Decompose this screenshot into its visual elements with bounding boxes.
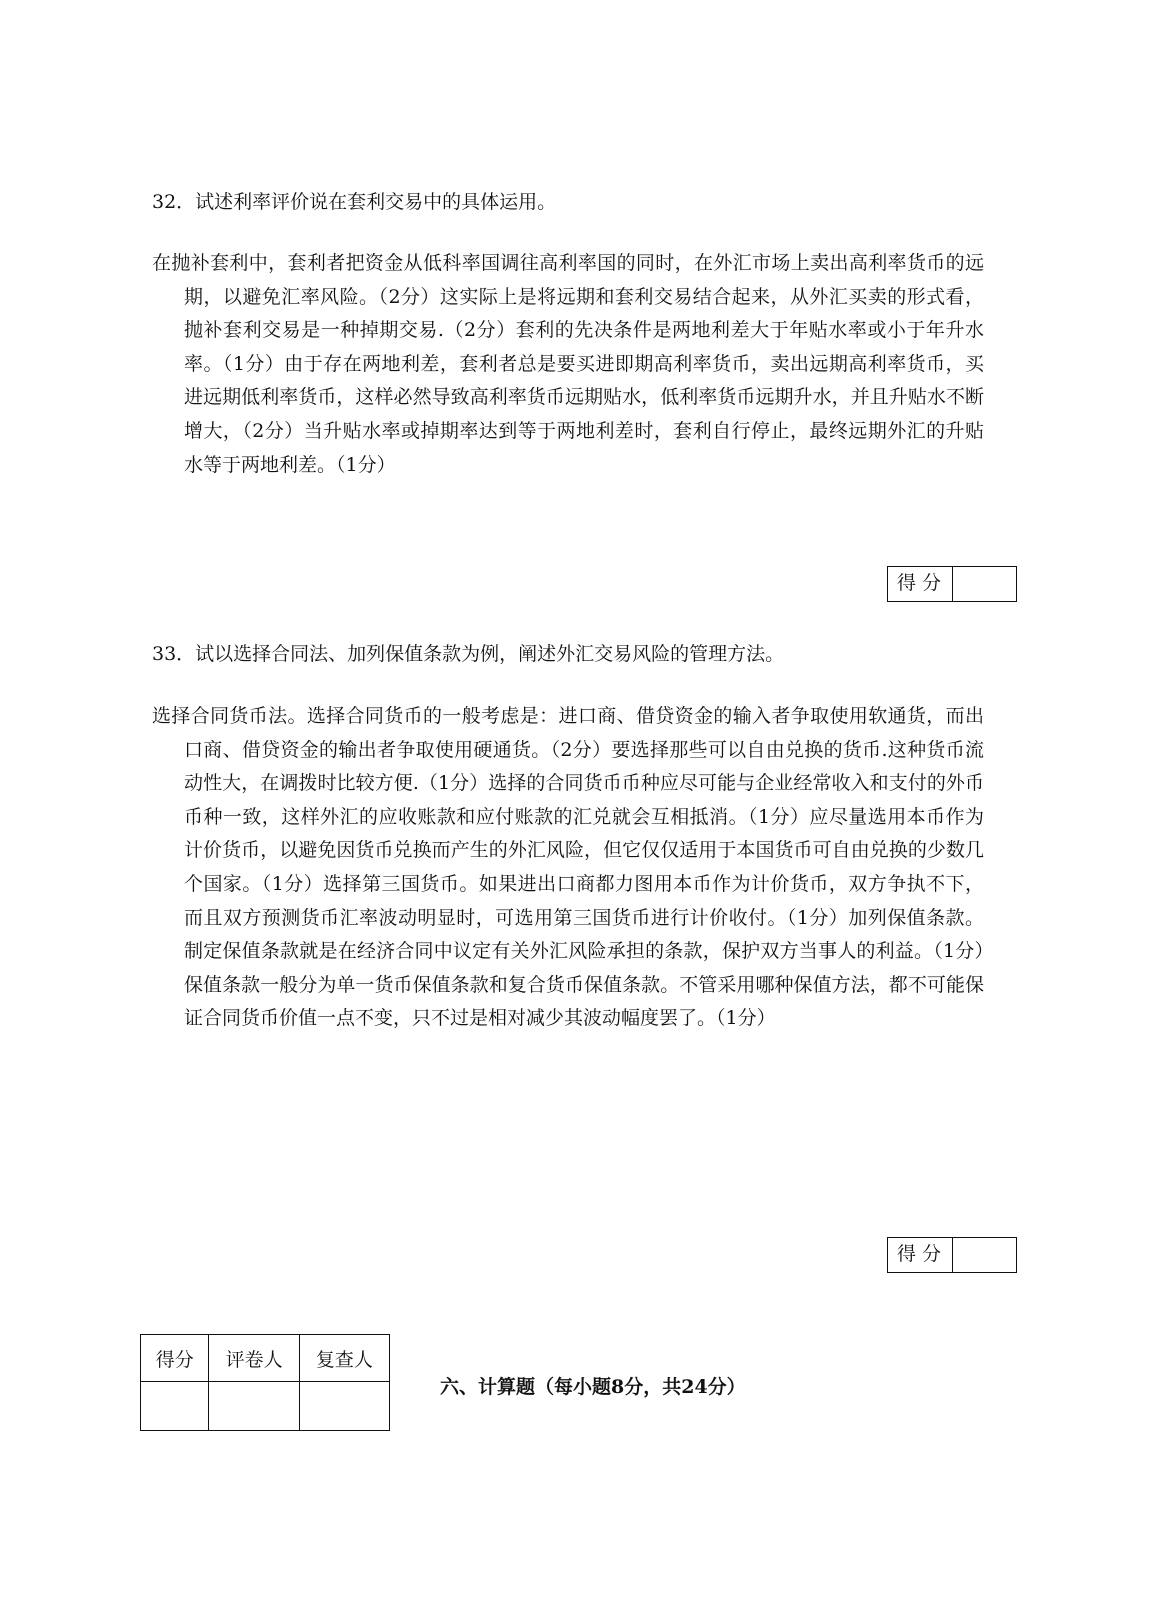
header-grader: 评卷人 — [209, 1335, 299, 1382]
score-label: 得分 — [888, 567, 953, 601]
section-6-heading: 六、计算题（每小题8分，共24分） — [440, 1376, 746, 1398]
grader-table — [140, 1334, 390, 1431]
score-value-field[interactable] — [953, 1238, 1016, 1272]
score-label: 得分 — [888, 1238, 953, 1272]
score-cell[interactable] — [141, 1382, 209, 1431]
header-reviewer: 复查人 — [299, 1335, 389, 1382]
reviewer-cell[interactable] — [299, 1382, 389, 1431]
question-32-answer: 在抛补套利中，套利者把资金从低科率国调往高利率国的同时，在外汇市场上卖出高利率货币的远期，以避免汇率风险。（2分）这实际上是将远期和套利交易结合起来，从外汇买卖的形式看，抛补套利交易是一种掉期交易.（2分）套利的先决条件是两地利差大于年贴水率或小于年升水率。（1分）由于存在两地利差，套利者总是要买进即期高利率货币，卖出远期高利率货币，买进远期低利率货币，这样必然导致高利率货币远期贴水，低利率货币远期升水，并且升贴水不断增大，（2分）当升贴水率或掉期率达到等于两地利差时，套利自行停止，最终远期外汇的升贴水等于两地利差。（1分） — [152, 252, 984, 476]
grader-cell[interactable] — [209, 1382, 299, 1431]
score-box-q32 — [887, 566, 1017, 602]
score-box-q33 — [887, 1237, 1017, 1273]
header-score: 得分 — [141, 1335, 209, 1382]
question-33-title: 33．试以选择合同法、加列保值条款为例，阐述外汇交易风险的管理方法。 — [152, 643, 785, 665]
question-33-answer: 选择合同货币法。选择合同货币的一般考虑是：进口商、借贷资金的输入者争取使用软通货，而出口商、借贷资金的输出者争取使用硬通货。（2分）要选择那些可以自由兑换的货币.这种货币流动性大，在调拨时比较方便.（1分）选择的合同货币币种应尽可能与企业经常收入和支付的外币币种一致，这样外汇的应收账款和应付账款的汇兑就会互相抵消。（1分）应尽量选用本币作为计价货币，以避免因货币兑换而产生的外汇风险，但它仅仅适用于本国货币可自由兑换的少数几个国家。（1分）选择第三国货币。如果进出口商都力图用本币作为计价货币，双方争执不下，而且双方预测货币汇率波动明显时，可选用第三国货币进行计价收付。（1分）加列保值条款。制定保值条款就是在经济合同中议定有关外汇风险承担的条款，保护双方当事人的利益。（1分）保值条款一般分为单一货币保值条款和复合货币保值条款。不管采用哪种保值方法，都不可能保证合同货币价值一点不变，只不过是相对减少其波动幅度罢了。（1分） — [152, 705, 984, 1030]
score-value-field[interactable] — [953, 567, 1016, 601]
question-32-title: 32．试述利率评价说在套利交易中的具体运用。 — [152, 191, 557, 213]
